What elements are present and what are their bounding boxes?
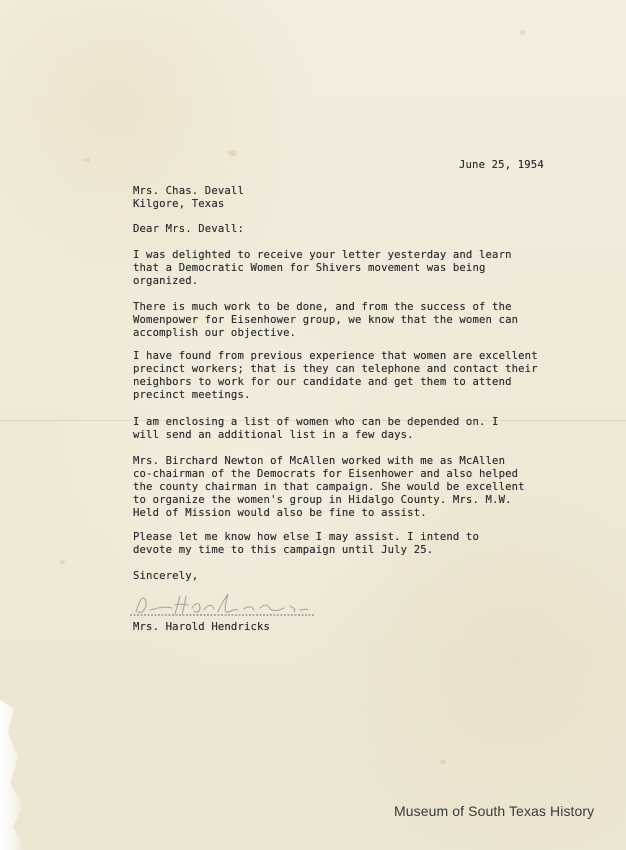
museum-watermark: Museum of South Texas History — [394, 803, 595, 819]
signer-name: Mrs. Harold Hendricks — [133, 621, 271, 633]
torn-paper-edge — [0, 700, 26, 850]
paper-stain — [60, 560, 65, 564]
letter-paragraph-1: I was delighted to receive your letter yesterday and learn that a Democratic Women for Shivers movement was being organized. — [133, 249, 512, 287]
letter-paragraph-2: There is much work to be done, and from the success of the Womenpower for Eisenhower group, we know that the women can accomplish our objective. — [133, 301, 519, 339]
letter-paragraph-4: I am enclosing a list of women who can be depended on. I will send an additional list in a few days. — [133, 416, 499, 441]
salutation: Dear Mrs. Devall: — [133, 223, 244, 235]
recipient-address — [133, 185, 244, 211]
handwritten-signature — [128, 588, 328, 620]
paper-stain — [228, 150, 237, 156]
paper-stain — [440, 760, 446, 764]
paper-stain — [84, 158, 90, 162]
letter-closing: Sincerely, — [133, 570, 199, 582]
letter-paragraph-5: Mrs. Birchard Newton of McAllen worked with me as McAllen co-chairman of the Democrats for Eisenhower and also helped the county chairman in that campaign. She would be excellent to organize the women's group in Hidalgo County. Mrs. M.W. Held of Mission would also be fine to assist. — [133, 455, 525, 519]
paper-stain — [520, 30, 525, 35]
letter-paragraph-3: I have found from previous experience that women are excellent precinct workers; that is they can telephone and contact their neighbors to work for our candidate and get them to attend precinct meetings. — [133, 350, 538, 401]
letter-date: June 25, 1954 — [459, 159, 544, 171]
recipient-name: Mrs. Chas. Devall — [133, 185, 244, 197]
recipient-location: Kilgore, Texas — [133, 198, 225, 210]
letter-paragraph-6: Please let me know how else I may assist. I intend to devote my time to this campaign until July 25. — [133, 531, 479, 556]
